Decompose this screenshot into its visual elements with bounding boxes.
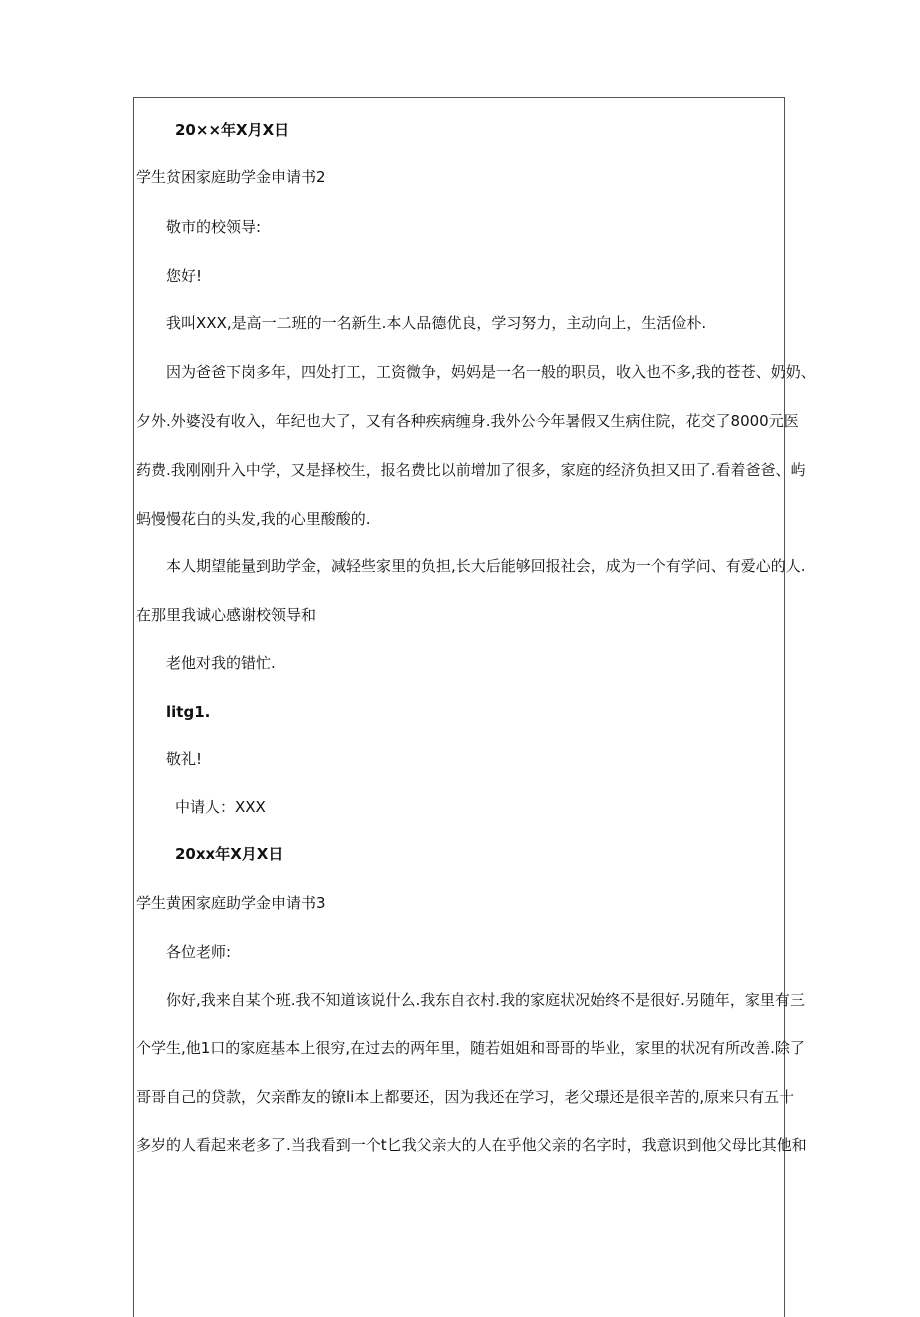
section-heading-3: 学生黄困家庭助学金申请书3: [136, 894, 326, 912]
salutation: 敬市的校领导:: [166, 218, 262, 236]
salute: 敬礼!: [166, 750, 203, 768]
date-line: 20××年X月X日: [175, 121, 290, 139]
closing-line: litg1.: [166, 703, 211, 721]
paragraph-line: 本人期望能量到助学金，减轻些家里的负担,长大后能够回报社会，成为一个有学问、有爱心的人.: [166, 557, 806, 575]
paragraph-line: 多岁的人看起来老多了.当我看到一个t匕我父亲大的人在乎他父亲的名字时，我意识到他父母比其他和: [136, 1136, 807, 1154]
greeting: 您好!: [166, 267, 203, 285]
paragraph-line: 在那里我诚心感谢校领导和: [136, 606, 317, 624]
paragraph-line: 你好,我来自某个班.我不知道该说什么.我东自衣村.我的家庭状况始终不是很好.另随年，家里有三: [166, 991, 805, 1009]
salutation: 各位老师:: [166, 943, 232, 961]
date-line: 20xx年X月X日: [175, 845, 284, 863]
paragraph-line: 蚂慢慢花白的头发,我的心里酸酸的.: [136, 510, 371, 528]
paragraph-line: 药费.我刚刚升入中学，又是择校生，报名费比以前增加了很多，家庭的经济负担又田了.看着爸爸、屿: [136, 461, 806, 479]
paragraph-line: 夕外.外婆没有收入，年纪也大了，又有各种疾病缠身.我外公今年暑假又生病住院，花交了8000元医: [136, 412, 799, 430]
paragraph-line: 因为爸爸下岗多年，四处打工，工资微争，妈妈是一名一般的职员，收入也不多,我的苍苍、奶奶、: [166, 363, 816, 381]
page-border: [133, 97, 816, 1317]
applicant-signature: 中请人：XXX: [175, 798, 266, 816]
intro-paragraph: 我叫XXX,是高一二班的一名新生.本人品德优良，学习努力，主动向上，生活俭朴.: [166, 314, 707, 332]
paragraph-line: 个学生,他1口的家庭基本上很穷,在过去的两年里，随若姐姐和哥哥的毕业，家里的状况有所改善.除了: [136, 1039, 805, 1057]
section-heading-2: 学生贫困家庭助学金申请书2: [136, 168, 326, 186]
paragraph-line: 哥哥自己的贷款，欠亲酢友的镣li本上都要还，因为我还在学习，老父璟还是很辛苦的,原来只有五十: [136, 1088, 795, 1106]
paragraph-line: 老他对我的错忙.: [166, 654, 276, 672]
